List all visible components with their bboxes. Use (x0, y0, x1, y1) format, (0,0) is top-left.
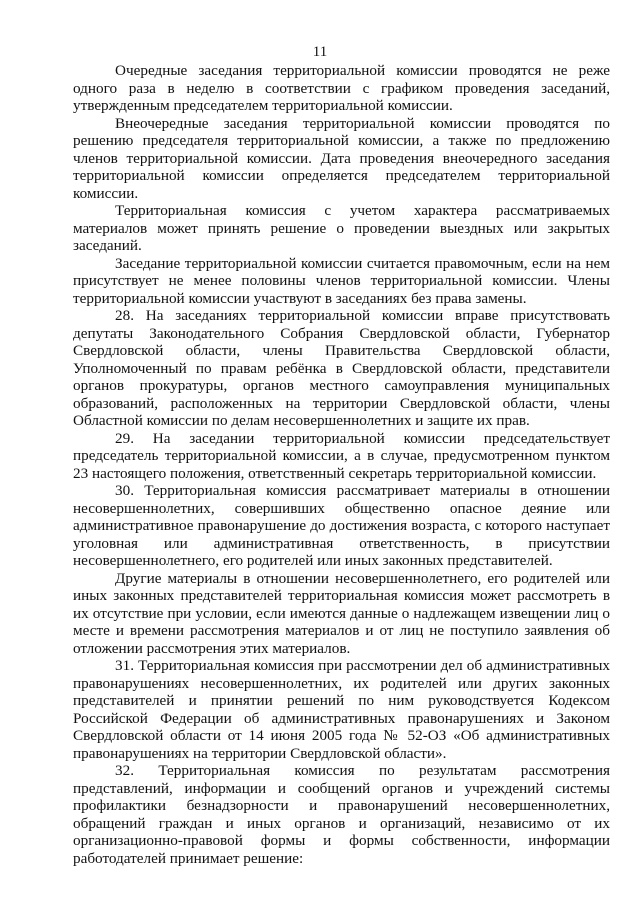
page-number: 11 (312, 44, 328, 60)
paragraph-item-28: 28. На заседаниях территориальной комиссии вправе присутствовать депутаты Законодательного Собрания Свердловской области, Губернатор Свердловской области, члены Правительства Свердловской области, Уполномоченный по правам ребёнка в Свердловской области, представители органов прокуратуры, органов местного самоуправления муниципальных образований, расположенных на территории Свердловской области, члены Областной комиссии по делам несовершеннолетних и защите их прав. (73, 307, 610, 429)
paragraph-item-31: 31. Территориальная комиссия при рассмотрении дел об административных правонарушениях несовершеннолетних, их родителей или других законных представителей и принятии решений по ним руководствуется Кодексом Российской Федерации об административных правонарушениях и Законом Свердловской области от 14 июня 2005 года № 52-ОЗ «Об административных правонарушениях на территории Свердловской области». (73, 657, 610, 762)
paragraph-item-32: 32. Территориальная комиссия по результатам рассмотрения представлений, информации и сообщений органов и учреждений системы профилактики безнадзорности и правонарушений несовершеннолетних, обращений граждан и иных органов и организаций, независимо от их организационно-правовой формы и формы собственности, информации работодателей принимает решение: (73, 762, 610, 867)
paragraph-extraordinary-meetings: Внеочередные заседания территориальной комиссии проводятся по решению председателя территориальной комиссии, а также по предложению членов территориальной комиссии. Дата проведения внеочередного заседания территориальной комиссии определяется председателем территориальной комиссии. (73, 114, 610, 202)
paragraph-quorum: Заседание территориальной комиссии считается правомочным, если на нем присутствует не менее половины членов территориальной комиссии. Члены территориальной комиссии участвуют в заседаниях без права замены. (73, 254, 610, 307)
paragraph-item-30: 30. Территориальная комиссия рассматривает материалы в отношении несовершеннолетних, совершивших общественно опасное деяние или административное правонарушение до достижения возраста, с которого наступает уголовная или административная ответственность, в присутствии несовершеннолетнего, его родителей или иных законных представителей. (73, 482, 610, 569)
paragraph-regular-meetings: Очередные заседания территориальной комиссии проводятся не реже одного раза в неделю в соответствии с графиком проведения заседаний, утвержденным председателем территориальной комиссии. (73, 62, 610, 114)
paragraph-field-or-closed-meetings: Территориальная комиссия с учетом характера рассматриваемых материалов может принять решение о проведении выездных или закрытых заседаний. (73, 202, 610, 254)
document-body (73, 62, 610, 867)
paragraph-other-materials: Другие материалы в отношении несовершеннолетнего, его родителей или иных законных представителей территориальная комиссия может рассмотреть в их отсутствие при условии, если имеются данные о надлежащем извещении лиц о месте и времени рассмотрения материалов и от лиц не поступило заявления об отложении рассмотрения этих материалов. (73, 569, 610, 657)
paragraph-item-29: 29. На заседании территориальной комиссии председательствует председатель территориальной комиссии, а в случае, предусмотренном пунктом 23 настоящего положения, ответственный секретарь территориальной комиссии. (73, 429, 610, 482)
